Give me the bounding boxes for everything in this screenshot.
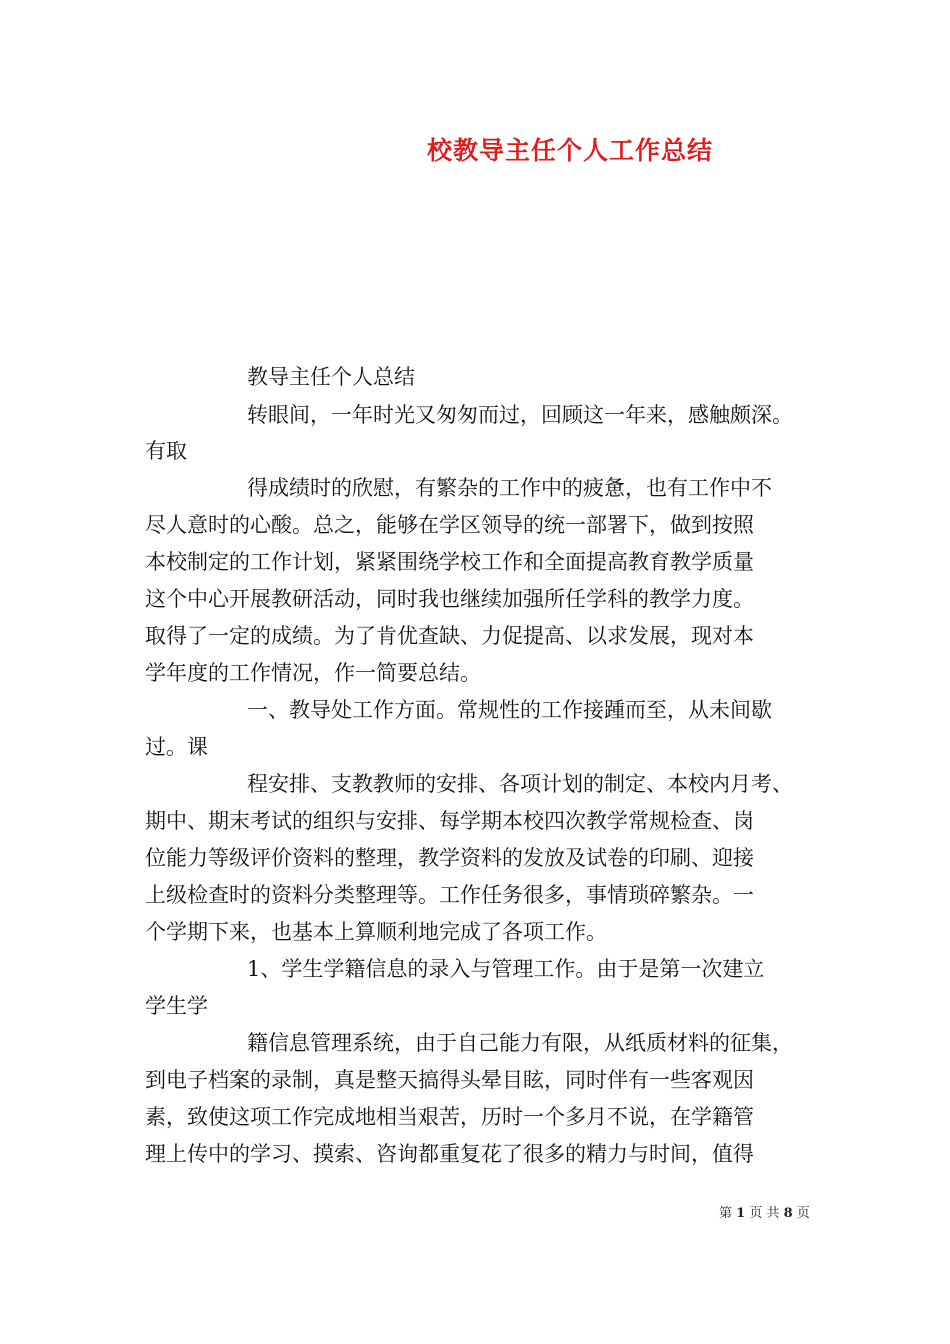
text-line: 素，致使这项工作完成地相当艰苦，历时一个多月不说，在学籍管: [145, 1105, 754, 1129]
footer-prefix: 第: [719, 1206, 733, 1221]
text-line: 一、教导处工作方面。常规性的工作接踵而至，从未间歇: [247, 698, 772, 722]
footer-suffix: 页: [796, 1206, 810, 1221]
text-line: 这个中心开展教研活动，同时我也继续加强所任学科的教学力度。: [145, 587, 754, 611]
document-title: 校教导主任个人工作总结: [426, 136, 713, 165]
text-line: 取得了一定的成绩。为了肯优查缺、力促提高、以求发展，现对本: [145, 624, 754, 648]
text-line: 位能力等级评价资料的整理，教学资料的发放及试卷的印刷、迎接: [145, 846, 754, 870]
text-line: 学生学: [145, 994, 208, 1018]
text-line: 期中、期末考试的组织与安排、每学期本校四次教学常规检查、岗: [145, 809, 754, 833]
text-line: 个学期下来，也基本上算顺利地完成了各项工作。: [145, 920, 607, 944]
text-line: 得成绩时的欣慰，有繁杂的工作中的疲惫，也有工作中不: [247, 476, 772, 500]
footer-current-page: 1: [736, 1206, 746, 1221]
footer-total-pages: 8: [783, 1206, 793, 1221]
text-line: 籍信息管理系统，由于自己能力有限，从纸质材料的征集，: [247, 1031, 793, 1055]
text-line: 理上传中的学习、摸索、咨询都重复花了很多的精力与时间，值得: [145, 1142, 754, 1166]
text-line: 转眼间，一年时光又匆匆而过，回顾这一年来，感触颇深。: [247, 403, 793, 427]
text-line: 程安排、支教教师的安排、各项计划的制定、本校内月考、: [247, 772, 793, 796]
footer-middle: 页 共: [749, 1206, 780, 1221]
text-line: 上级检查时的资料分类整理等。工作任务很多，事情琐碎繁杂。一: [145, 883, 754, 907]
text-line: 尽人意时的心酸。总之，能够在学区领导的统一部署下，做到按照: [145, 513, 754, 537]
text-line: 有取: [145, 439, 187, 463]
text-line: 学年度的工作情况，作一简要总结。: [145, 661, 481, 685]
page-number-footer: [719, 1202, 810, 1221]
text-line: 过。课: [145, 735, 208, 759]
text-line: 本校制定的工作计划，紧紧围绕学校工作和全面提高教育教学质量: [145, 550, 754, 574]
text-line: 到电子档案的录制，真是整天搞得头晕目眩，同时伴有一些客观因: [145, 1068, 754, 1092]
text-line: 教导主任个人总结: [247, 365, 415, 389]
text-line: 1、学生学籍信息的录入与管理工作。由于是第一次建立: [247, 957, 765, 981]
